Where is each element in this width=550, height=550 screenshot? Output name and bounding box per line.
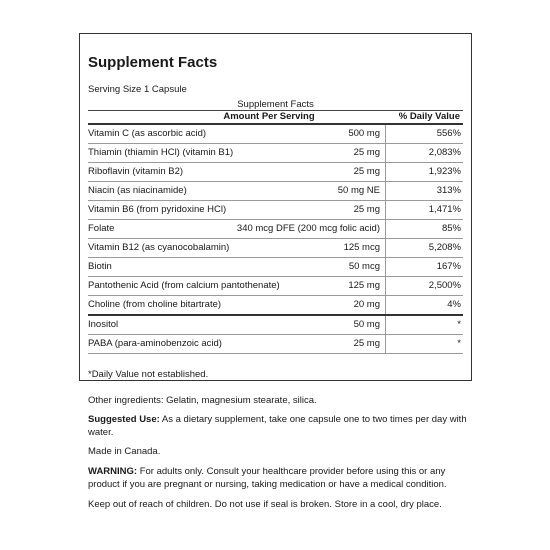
table-row <box>88 220 463 239</box>
nutrient-amount: 500 mg <box>290 125 386 143</box>
nutrient-name: PABA (para-aminobenzoic acid) <box>88 338 222 349</box>
nutrient-name: Niacin (as niacinamide) <box>88 185 187 196</box>
suggested-use-text: As a dietary supplement, take one capsule one to two times per day with water. <box>88 414 467 438</box>
header-amount: Amount Per Serving <box>223 111 315 122</box>
other-ingredients: Other ingredients: Gelatin, magnesium stearate, silica. <box>88 395 317 406</box>
nutrient-name: Vitamin C (as ascorbic acid) <box>88 128 207 139</box>
nutrient-daily-value: 556% <box>436 128 461 139</box>
table-row <box>88 163 463 182</box>
nutrient-daily-value: 1,923% <box>428 166 461 177</box>
nutrient-amount: 50 mg <box>290 316 386 334</box>
facts-title: Supplement Facts <box>88 54 218 71</box>
nutrient-name: Choline (from choline bitartrate) <box>88 299 222 310</box>
nutrient-daily-value: 5,208% <box>428 242 461 253</box>
header-daily-value: % Daily Value <box>398 111 460 122</box>
nutrient-daily-value: 313% <box>436 185 461 196</box>
nutrient-name: Thiamin (thiamin HCl) (vitamin B1) <box>88 147 234 158</box>
warning-label: WARNING: <box>88 466 138 477</box>
suggested-use <box>88 414 468 439</box>
table-row <box>88 335 463 354</box>
nutrient-name: Pantothenic Acid (from calcium pantothenate) <box>88 280 280 291</box>
supplement-facts-panel <box>79 33 472 381</box>
nutrient-amount: 25 mg <box>290 144 386 162</box>
table-row <box>88 316 463 335</box>
nutrient-daily-value: 4% <box>447 299 461 310</box>
table-row <box>88 144 463 163</box>
warning-text: For adults only. Consult your healthcare provider before using this or any product if you are pregnant or nursing, taking medication or have a medical condition. <box>88 466 447 490</box>
storage-note: Keep out of reach of children. Do not use if seal is broken. Store in a cool, dry place. <box>88 499 442 510</box>
nutrient-amount: 50 mg NE <box>290 182 386 200</box>
nutrient-amount: 25 mg <box>290 163 386 181</box>
made-in: Made in Canada. <box>88 446 161 457</box>
table-row <box>88 201 463 220</box>
facts-rows <box>88 125 463 354</box>
nutrient-amount: 125 mg <box>290 277 386 295</box>
nutrient-amount: 25 mg <box>290 335 386 353</box>
table-row <box>88 258 463 277</box>
nutrient-name: Inositol <box>88 319 119 330</box>
table-row <box>88 296 463 316</box>
nutrient-amount: 125 mcg <box>290 239 386 257</box>
nutrient-daily-value: 167% <box>436 261 461 272</box>
nutrient-name: Folate <box>88 223 115 234</box>
nutrient-name: Vitamin B6 (from pyridoxine HCl) <box>88 204 227 215</box>
nutrient-name: Biotin <box>88 261 112 272</box>
nutrient-daily-value: 85% <box>441 223 461 234</box>
nutrient-amount: 25 mg <box>290 201 386 219</box>
nutrient-daily-value: * <box>457 338 461 349</box>
nutrient-daily-value: 2,500% <box>428 280 461 291</box>
table-row <box>88 125 463 144</box>
table-row <box>88 239 463 258</box>
table-row <box>88 182 463 201</box>
nutrient-amount: 50 mcg <box>290 258 386 276</box>
nutrient-name: Riboflavin (vitamin B2) <box>88 166 184 177</box>
suggested-use-label: Suggested Use: <box>88 414 160 425</box>
nutrient-daily-value: * <box>457 319 461 330</box>
nutrient-daily-value: 1,471% <box>428 204 461 215</box>
serving-size: Serving Size 1 Capsule <box>88 84 187 95</box>
nutrient-amount: 340 mcg DFE (200 mcg folic acid) <box>200 220 386 238</box>
footnote: *Daily Value not established. <box>88 369 209 380</box>
table-row <box>88 277 463 296</box>
nutrient-name: Vitamin B12 (as cyanocobalamin) <box>88 242 230 253</box>
facts-caption: Supplement Facts <box>237 99 314 110</box>
facts-table-header <box>88 110 463 125</box>
nutrient-daily-value: 2,083% <box>428 147 461 158</box>
nutrient-amount: 20 mg <box>290 296 386 314</box>
warning <box>88 466 468 491</box>
